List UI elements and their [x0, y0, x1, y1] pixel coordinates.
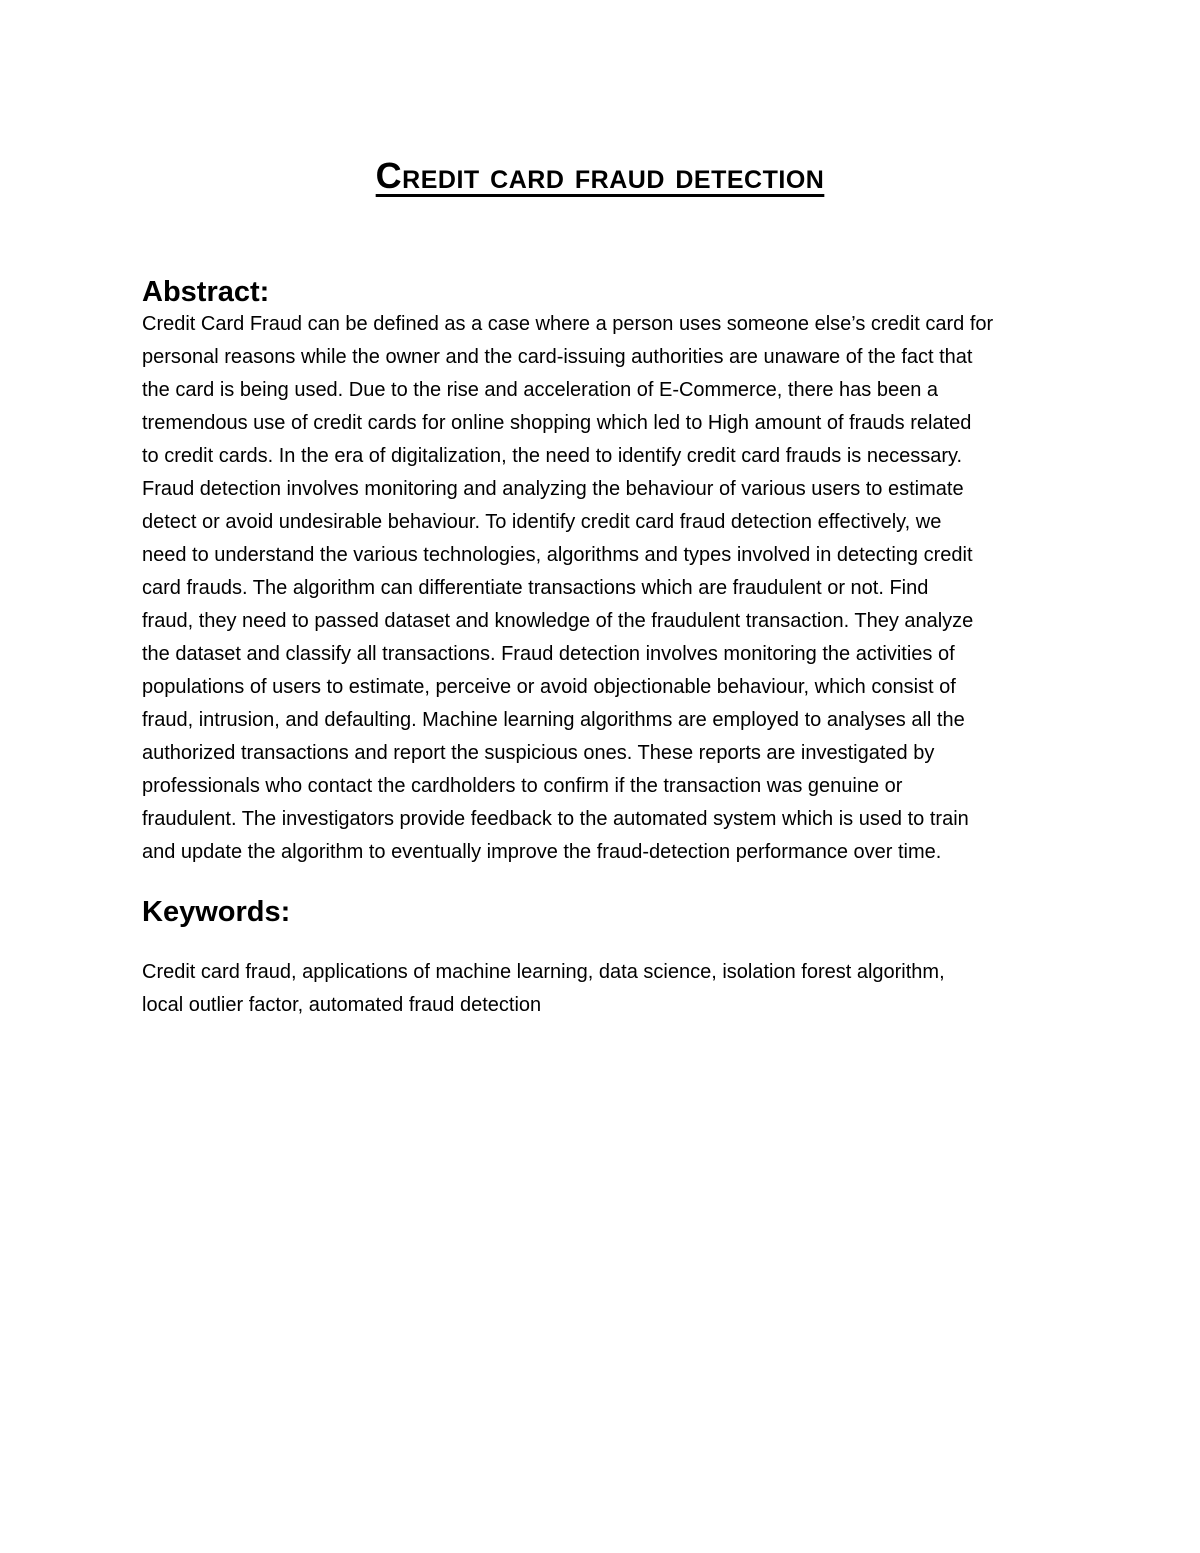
abstract-heading: Abstract: — [142, 276, 270, 308]
document-title — [0, 150, 1200, 202]
keywords-paragraph: Credit card fraud, applications of machine learning, data science, isolation forest algorithm, local outlier factor, automated fraud detection — [142, 961, 945, 1016]
keywords-heading: Keywords: — [142, 896, 291, 928]
document-title-text: Credit card fraud detection — [375, 155, 825, 196]
abstract-paragraph: Credit Card Fraud can be defined as a case where a person uses someone else’s credit card for personal reasons while the owner and the card-issuing authorities are unaware of the fact that the card is being used. Due to the rise and acceleration of E-Commerce, there has been a tremendous use of credit cards for online shopping which led to High amount of frauds related to credit cards. In the era of digitalization, the need to identify credit card frauds is necessary. Fraud detection involves monitoring and analyzing the behaviour of various users to estimate detect or avoid undesirable behaviour. To identify credit card fraud detection effectively, we need to understand the various technologies, algorithms and types involved in detecting credit card frauds. The algorithm can differentiate transactions which are fraudulent or not. Find fraud, they need to passed dataset and knowledge of the fraudulent transaction. They analyze the dataset and classify all transactions. Fraud detection involves monitoring the activities of populations of users to estimate, perceive or avoid objectionable behaviour, which consist of fraud, intrusion, and defaulting. Machine learning algorithms are employed to analyses all the authorized transactions and report the suspicious ones. These reports are investigated by professionals who contact the cardholders to confirm if the transaction was genuine or fraudulent. The investigators provide feedback to the automated system which is used to train and update the algorithm to eventually improve the fraud-detection performance over time. — [142, 313, 994, 863]
